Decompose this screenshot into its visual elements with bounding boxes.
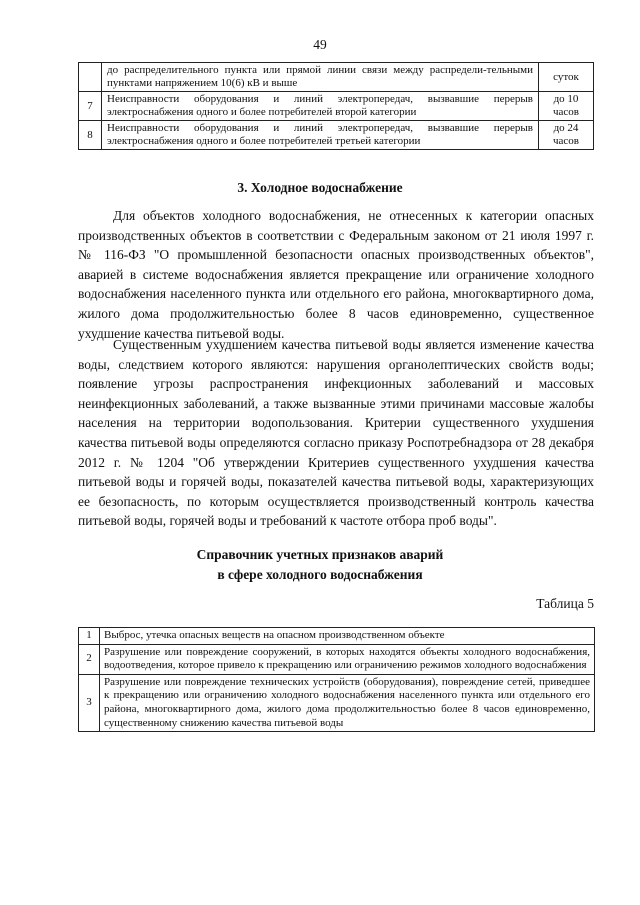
reference-table — [78, 627, 595, 732]
row-number: 1 — [79, 628, 100, 645]
table-row — [79, 92, 594, 121]
reference-title-line-1: Справочник учетных признаков аварий — [196, 547, 444, 562]
row-number: 8 — [79, 121, 102, 150]
row-number: 2 — [79, 644, 100, 674]
table-row — [79, 63, 594, 92]
paragraph-quality-criteria: Существенным ухудшением качества питьевой воды является изменение качества воды, следствием которого являются: нарушения органолептических свойств воды; появление угрозы распространения инфекционных заболеваний и массовых неинфекционных заболеваний, а также вызванные этими причинами массовые жалобы населения на территории водопользования. Критерии существенного ухудшения качества питьевой воды определяются согласно приказу Роспотребнадзора от 28 декабря 2012 г. № 1204 "Об утверждении Критериев существенного ухудшения качества питьевой воды и горячей воды, показателей качества питьевой воды, характеризующих ее безопасность, по которым осуществляется производственный контроль качества питьевой воды, горячей воды и требований к частоте отбора проб воды". — [78, 337, 594, 529]
row-description: Неисправности оборудования и линий электропередач, вызвавшие перерыв электроснабжения одного и более потребителей второй категории — [102, 92, 539, 121]
row-description: Выброс, утечка опасных веществ на опасном производственном объекте — [100, 628, 595, 645]
row-number — [79, 63, 102, 92]
table-row — [79, 121, 594, 150]
page-number: 49 — [313, 37, 327, 52]
table-row — [79, 674, 595, 731]
top-table — [78, 62, 594, 150]
row-description: до распределительного пункта или прямой линии связи между распредели-тельными пунктами напряжением 10(6) кВ и выше — [102, 63, 539, 92]
table-row — [79, 628, 595, 645]
row-duration: до 10 часов — [539, 92, 594, 121]
row-number: 7 — [79, 92, 102, 121]
table-label: Таблица 5 — [536, 596, 594, 611]
row-description: Разрушение или повреждение сооружений, в которых находятся объекты холодного водоснабжения, водоотведения, которое привело к прекращению или ограничению режимов холодного водоснабжения — [100, 644, 595, 674]
row-duration: до 24 часов — [539, 121, 594, 150]
section-title: 3. Холодное водоснабжение — [237, 180, 403, 195]
row-duration: суток — [539, 63, 594, 92]
row-number: 3 — [79, 674, 100, 731]
row-description: Неисправности оборудования и линий электропередач, вызвавшие перерыв электроснабжения одного и более потребителей третьей категории — [102, 121, 539, 150]
reference-title — [0, 545, 640, 584]
paragraph-definition: Для объектов холодного водоснабжения, не отнесенных к категории опасных производственных объектов в соответствии с Федеральным законом от 21 июля 1997 г. № 116-ФЗ "О промышленной безопасности опасных производственных объектов", аварией в системе водоснабжения является прекращение или ограничение холодного водоснабжения населенного пункта или отдельного его района, многоквартирного дома, жилого дома продолжительностью более 8 часов единовременно, существенное ухудшение качества питьевой воды. — [78, 208, 594, 341]
row-description: Разрушение или повреждение технических устройств (оборудования), повреждение сетей, приведшее к прекращению или ограничению холодного водоснабжения населенного пункта или отдельного его района, многоквартирного дома, жилого дома продолжительностью более 8 часов единовременно, существенному снижению качества питьевой воды — [100, 674, 595, 731]
reference-title-line-2: в сфере холодного водоснабжения — [217, 566, 423, 582]
table-row — [79, 644, 595, 674]
